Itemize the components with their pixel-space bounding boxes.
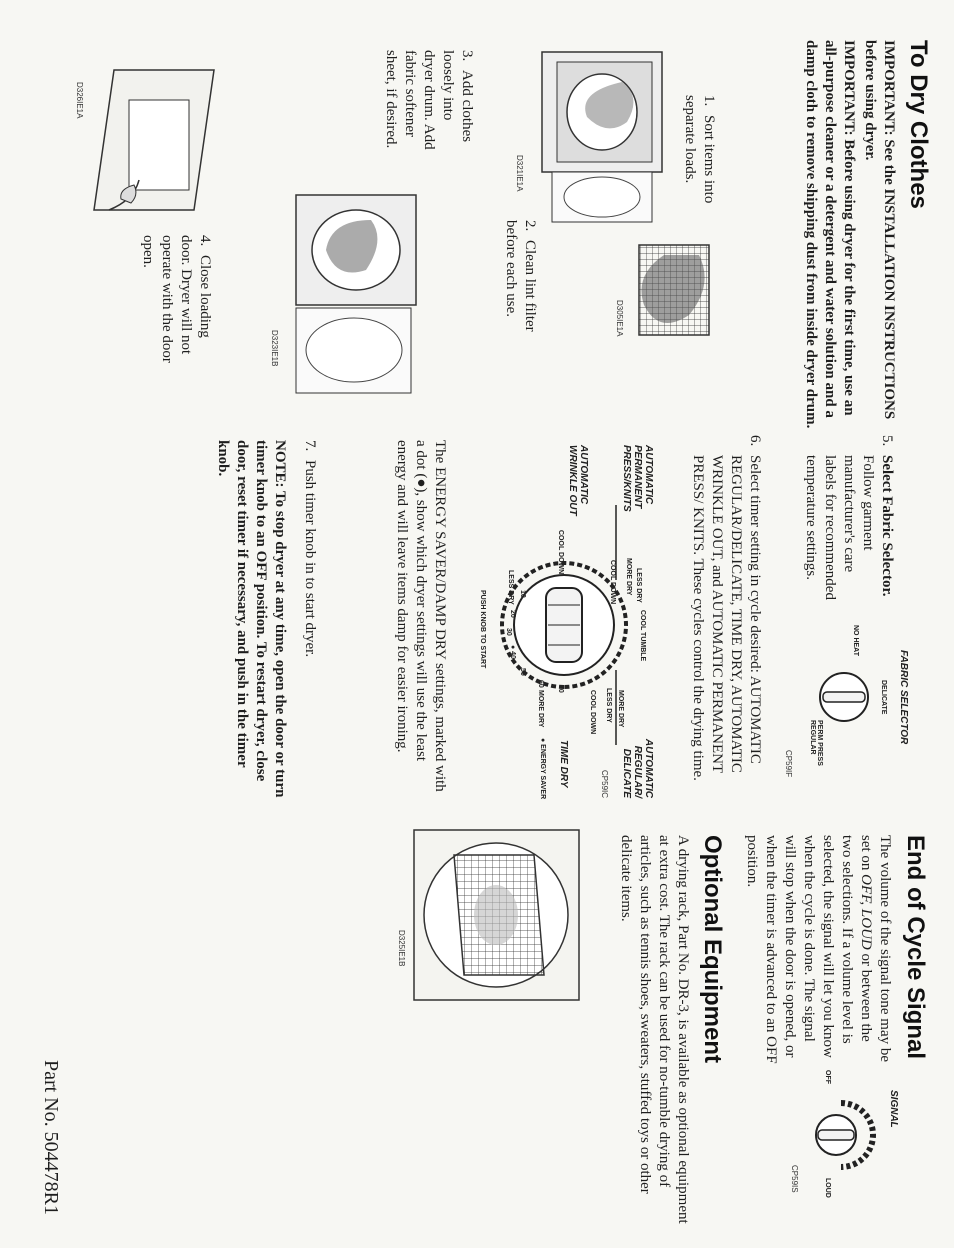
dial-more-dry-2: MORE DRY [617, 690, 624, 728]
dial-cool-down-2: COOL DOWN [589, 690, 596, 735]
dial-10: 10 [519, 590, 526, 598]
step-5: 5.Select Fabric Selector. Follow garment manufacturer's care labels for recommended temperature settings. [803, 435, 895, 600]
dial-20: 20 [509, 610, 516, 618]
dial-less-dry-1: LESS DRY [635, 568, 642, 603]
step-4: 4.Close loading door. Dryer will not operate with the door open. [140, 235, 213, 363]
signal-text: The volume of the signal tone may be set on OFF, LOUD or between the two selections. If a volume level is selected, the signal will let you know when the cycle is done. The signal will stop when the door is opened, or when the timer is advanced to an OFF position. [744, 835, 893, 1064]
step-7: 7.Push timer knob in to start dryer. [302, 440, 318, 658]
dial-40: ● 40 [509, 645, 516, 659]
important-first-use: IMPORTANT: Before using dryer for the first time, use an all-purpose cleaner or a detergent and water solution and a damp cloth to remove shipping dust from inside dryer drum. [803, 40, 857, 429]
dial-cool-down-3: COOL DOWN [557, 530, 564, 575]
note-text: NOTE: To stop dryer at any time, open the door or turn timer knob to an OFF position. To restart dryer, close door, reset timer if necessary, and push in the timer knob. [215, 440, 288, 798]
fabric-delicate: DELICATE [880, 680, 887, 715]
dial-more-dry-3: MORE DRY [537, 690, 544, 728]
signal-loud: LOUD [824, 1178, 831, 1198]
caption-cp59is: CP59IS [790, 1165, 799, 1193]
label-time-dry: TIME DRY [558, 740, 569, 788]
title-optional-equipment: Optional Equipment [699, 835, 726, 1063]
title-to-dry-clothes: To Dry Clothes [905, 40, 932, 209]
label-auto-regular: AUTOMATIC REGULAR/ DELICATE [621, 738, 654, 798]
dial-cool-down-1: COOL DOWN [609, 560, 616, 605]
dial-push-knob: PUSH KNOB TO START [479, 590, 486, 669]
step-2: 2.Clean lint filter before each use. [503, 220, 538, 332]
step-6: 6. Select timer setting in cycle desired: AUTOMATIC REGULAR/DELICATE, TIME DRY, AUTOMATIC WRINKLE OUT, and AUTOMATIC PERMANENT PRESS/ KNITS. These cycles control the drying time. [690, 435, 763, 781]
fabric-perm-press: PERM PRESS REGULAR [809, 720, 823, 766]
illustration-close-door [84, 60, 234, 230]
optional-text: A drying rack, Part No. DR-3, is available as optional equipment at extra cost. The rack can be used for no-tumble drying of articles, such as tennis shoes, sweaters, stuffed toys or other delicate items. [618, 835, 691, 1224]
energy-saver-text: The ENERGY SAVER/DAMP DRY settings, marked with a dot (●), show which dryer settings will use the least energy and will leave items damp for easier ironing. [394, 440, 448, 792]
caption-d305: D305IE1A [615, 300, 624, 337]
fabric-no-heat: NO HEAT [852, 625, 859, 656]
illustration-add-clothes [286, 190, 426, 400]
dial-50: 50 [519, 668, 526, 676]
label-auto-wrinkle-out: AUTOMATIC WRINKLE OUT [567, 445, 589, 516]
dial-60: 60 [537, 680, 544, 688]
caption-d326: D326IE1A [75, 82, 84, 119]
signal-diagram [779, 1070, 899, 1220]
illustration-lint-filter [619, 235, 719, 345]
dial-less-dry-3: LESS DRY [507, 570, 514, 605]
dial-less-dry-2: LESS DRY [605, 688, 612, 723]
step-1: 1.Sort items into separate loads. [682, 95, 717, 204]
label-auto-perm-press: AUTOMATIC PERMANENT PRESS/KNITS [621, 445, 654, 512]
signal-title: SIGNAL [888, 1090, 899, 1128]
fabric-selector-diagram [774, 610, 909, 780]
label-energy-saver: ● ENERGY SAVER [539, 738, 546, 800]
dial-30: 30 [505, 628, 512, 636]
timer-knob-icon[interactable] [464, 500, 664, 750]
caption-d323: D323IE1B [270, 330, 279, 367]
title-end-of-cycle-signal: End of Cycle Signal [902, 835, 929, 1060]
important-install: IMPORTANT: See the INSTALLATION INSTRUCTIONS before using dryer. [862, 40, 897, 420]
illustration-dryer-open-lint [532, 42, 692, 227]
caption-d325: D325IE1B [397, 930, 406, 967]
dial-70: 70 [557, 685, 564, 693]
timer-dial-diagram [464, 440, 664, 810]
caption-d321: D321IE1A [515, 155, 524, 192]
fabric-selector-title: FABRIC SELECTOR [898, 650, 909, 745]
dial-cool-tumble: COOL TUMBLE [639, 610, 646, 662]
step-3: 3.Add clothes loosely into dryer drum. Add fabric softener sheet, if desired. [383, 50, 475, 150]
signal-knob-icon[interactable] [809, 1095, 881, 1175]
dial-more-dry-1: MORE DRY [625, 558, 632, 596]
fabric-knob-icon[interactable] [816, 670, 871, 725]
signal-off: OFF [824, 1070, 831, 1084]
illustration-drying-rack [409, 825, 584, 1005]
caption-cp59if: CP59IF [784, 750, 793, 778]
part-number: Part No. 504478R1 [40, 1060, 62, 1215]
caption-cp59ic: CP59IC [600, 770, 609, 799]
